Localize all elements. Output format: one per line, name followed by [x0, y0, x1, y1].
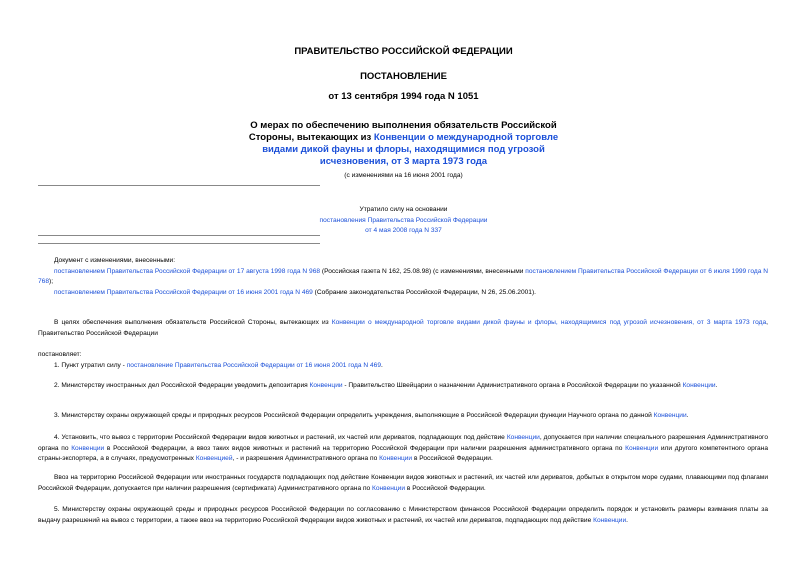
- convention-link[interactable]: Конвенции: [653, 412, 687, 419]
- title-line-1: О мерах по обеспечению выполнения обязательств Российской: [250, 120, 557, 131]
- expired-note: [0, 205, 807, 237]
- text: .: [686, 412, 689, 419]
- convention-link[interactable]: Конвенции: [309, 382, 343, 389]
- amendment-text: );: [49, 278, 54, 285]
- amendments-block: [38, 256, 768, 298]
- text: или другого компетентного органа страны-экспортера, а в случаях, предусмотренных: [38, 444, 768, 462]
- paragraph-4: [38, 433, 768, 465]
- repeal-decree-link[interactable]: постановление Правительства Российской Федерации от 16 июня 2001 года N 469: [126, 362, 381, 369]
- title-text: Стороны, вытекающих из: [248, 132, 374, 143]
- text: в Российской Федерации.: [412, 455, 493, 462]
- expired-line-1: Утратило силу на основании: [359, 206, 448, 213]
- divider: [38, 243, 320, 244]
- paragraph-preamble: [38, 318, 768, 339]
- paragraph-1: [38, 361, 768, 372]
- convention-link[interactable]: Конвенции: [379, 455, 413, 462]
- paragraph-resolves: постановляет:: [38, 351, 82, 358]
- convention-link[interactable]: Конвенции о международной торговле видами дикой фауны и флоры, находящимися под угрозой исчезновения, от 3 марта 1973 года: [331, 319, 767, 326]
- text: , допускается при наличии специального разрешения Административного органа по: [38, 434, 768, 452]
- paragraph-2: [38, 381, 768, 392]
- text: , Правительство Российской Федерации: [38, 319, 768, 337]
- text: .: [381, 362, 383, 369]
- convention-link[interactable]: Конвенции: [682, 382, 716, 389]
- issuer-heading: ПРАВИТЕЛЬСТВО РОССИЙСКОЙ ФЕДЕРАЦИИ: [294, 46, 513, 57]
- text: , - и разрешения Административного органа по: [232, 455, 380, 462]
- text: в Российской Федерации.: [405, 484, 486, 492]
- convention-link[interactable]: Конвенции: [625, 444, 659, 452]
- paragraph-4-cont: [38, 473, 768, 494]
- convention-title-link[interactable]: Конвенции о международной торговле: [373, 132, 559, 143]
- text: 5. Министерству охраны окружающей среды и природных ресурсов Российской Федерации по согласованию с Министерством финансов Российской Федерации определить порядок и установить размеры взимания платы за выдачу разрешений на вывоз с территории, а также ввоз на территорию Российской Федерации видов животных и растений, их частей или дериватов, подпадающих под действие: [38, 506, 768, 524]
- amendment-link[interactable]: постановлением Правительства Российской Федерации от 6 июля 1999 года N 768: [38, 267, 768, 285]
- text: 4. Установить, что вывоз с территории Российской Федерации видов животных и растений, их частей или дериватов, подпадающих под действие: [54, 434, 507, 441]
- amendments-intro: Документ с изменениями, внесенными:: [54, 257, 176, 264]
- convention-link[interactable]: Конвенции: [71, 444, 105, 452]
- text: 1. Пункт утратил силу -: [54, 362, 127, 369]
- title-line-2: [0, 132, 807, 144]
- text: 2. Министерству иностранных дел Российской Федерации уведомить депозитария: [54, 382, 310, 389]
- text: Ввоз на территорию Российской Федерации или иностранных государств подпадающих под действие Конвенции видов животных и растений, их частей или дериватов, добытых в открытом море судами, плавающими под флагами Российской Федерации, допускается при наличии разрешения (сертификата) Административного органа по: [38, 474, 768, 492]
- amendment-link[interactable]: постановлением Правительства Российской Федерации от 17 августа 1998 года N 968: [54, 267, 321, 275]
- convention-link[interactable]: Конвенции: [593, 516, 627, 524]
- document-type: ПОСТАНОВЛЕНИЕ: [360, 71, 447, 82]
- text: в Российской Федерации, а ввоз таких видов животных и растений на территорию Российской Федерации при наличии разрешения административного органа по: [104, 444, 626, 452]
- amendment-link[interactable]: постановлением Правительства Российской Федерации от 16 июня 2001 года N 469: [54, 288, 313, 296]
- text: - Правительство Швейцарии о назначении Административного органа в Российской Федерации по указанной: [342, 382, 683, 389]
- convention-link[interactable]: Конвенцией: [195, 455, 233, 462]
- document-title: [0, 120, 807, 168]
- changes-note: (с изменениями на 16 июня 2001 года): [344, 172, 463, 179]
- convention-title-link-cont-2[interactable]: исчезновения, от 3 марта 1973 года: [319, 156, 488, 167]
- text: .: [715, 382, 718, 389]
- divider: [38, 235, 320, 236]
- amendment-item: [38, 267, 768, 288]
- document-date-number: от 13 сентября 1994 года N 1051: [328, 91, 479, 102]
- convention-title-link-cont-1[interactable]: видами дикой фауны и флоры, находящимися под угрозой: [262, 144, 545, 155]
- text: В целях обеспечения выполнения обязательств Российской Стороны, вытекающих из: [54, 319, 332, 326]
- expired-decree-link[interactable]: постановления Правительства Российской Федерации: [319, 216, 488, 224]
- amendment-item: [38, 288, 768, 299]
- text: .: [626, 516, 628, 524]
- paragraph-5: [38, 505, 768, 526]
- divider: [38, 185, 320, 186]
- amendment-text: (Собрание законодательства Российской Федерации, N 26, 25.06.2001).: [312, 288, 536, 296]
- amendment-text: (Российская газета N 162, 25.08.98) (с изменениями, внесенными: [320, 267, 526, 275]
- text: 3. Министерству охраны окружающей среды и природных ресурсов Российской Федерации определить учреждения, выполняющие в Российской Федерации функции Научного органа по данной: [54, 412, 654, 419]
- convention-link[interactable]: Конвенции: [506, 434, 540, 441]
- expired-decree-link-date[interactable]: от 4 мая 2008 года N 337: [365, 227, 442, 234]
- paragraph-3: [38, 411, 768, 422]
- convention-link[interactable]: Конвенции: [372, 484, 406, 492]
